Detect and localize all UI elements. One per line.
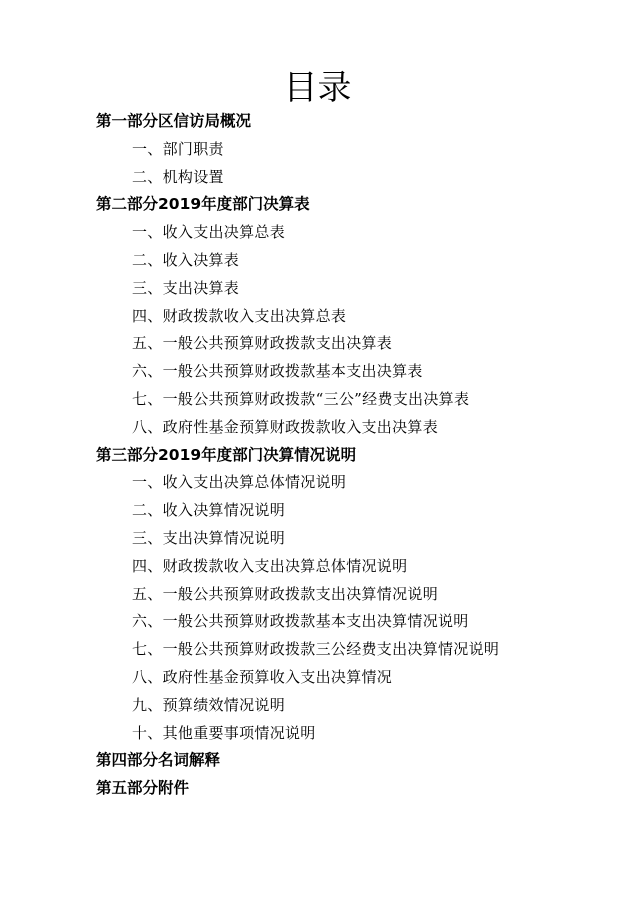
- toc-entry: [0, 636, 635, 664]
- toc-entry: [0, 358, 635, 386]
- toc-part-heading: 第一部分区信访局概况: [96, 112, 252, 130]
- toc-part-heading: 第四部分名词解释: [96, 751, 221, 770]
- toc-entry-label: 八、政府性基金预算财政拨款收入支出决算表: [132, 417, 439, 436]
- toc-entry: [0, 664, 635, 692]
- toc-entry: [0, 720, 635, 748]
- toc-entry-label: 三、支出决算表: [132, 278, 240, 297]
- toc-entry-label: 四、财政拨款收入支出决算总表: [132, 306, 347, 325]
- toc-entry-label: 十、其他重要事项情况说明: [132, 723, 316, 742]
- toc-entry: [0, 469, 635, 497]
- toc-entry: [0, 275, 635, 303]
- toc-part-4: [0, 747, 635, 775]
- toc-entry: [0, 414, 635, 442]
- toc-entry-label: 二、收入决算表: [132, 250, 240, 269]
- toc-entry: [0, 303, 635, 331]
- toc-entry: [0, 164, 635, 192]
- toc-entry-label: 六、一般公共预算财政拨款基本支出决算表: [132, 362, 423, 381]
- toc-part-3: [0, 442, 635, 470]
- toc-entry-label: 五、一般公共预算财政拨款支出决算情况说明: [132, 584, 439, 603]
- toc-part-heading: 第三部分2019年度部门决算情况说明: [96, 445, 357, 464]
- toc-entry-label: 八、政府性基金预算收入支出决算情况: [132, 667, 393, 686]
- toc-entry: [0, 219, 635, 247]
- toc-entry: [0, 581, 635, 609]
- toc-entry-label: 一、收入支出决算总表: [132, 223, 286, 242]
- toc-part-heading: 第二部分2019年度部门决算表: [96, 195, 310, 214]
- toc-entry-label: 九、预算绩效情况说明: [132, 695, 286, 714]
- toc-entry: [0, 608, 635, 636]
- toc-entry: [0, 497, 635, 525]
- toc-entry-label: 七、一般公共预算财政拨款“三公”经费支出决算表: [132, 389, 470, 408]
- toc-entry-label: 六、一般公共预算财政拨款基本支出决算情况说明: [132, 612, 469, 631]
- toc-part-2: [0, 191, 635, 219]
- toc-entry: [0, 692, 635, 720]
- toc-part-5: [0, 775, 635, 803]
- toc-entry: [0, 386, 635, 414]
- toc-entry-label: 三、支出决算情况说明: [132, 528, 286, 547]
- toc-entry: [0, 525, 635, 553]
- toc-entry-label: 一、部门职责: [132, 139, 224, 158]
- toc-entry-label: 五、一般公共预算财政拨款支出决算表: [132, 334, 393, 353]
- toc-part-1: [0, 108, 635, 136]
- toc-entry-label: 七、一般公共预算财政拨款三公经费支出决算情况说明: [132, 640, 500, 659]
- toc-part-heading: 第五部分附件: [96, 779, 190, 798]
- toc-entry: [0, 136, 635, 164]
- toc-entry: [0, 553, 635, 581]
- table-of-contents: [0, 108, 635, 803]
- page-title: 目录: [283, 68, 352, 108]
- toc-entry: [0, 247, 635, 275]
- toc-entry-label: 二、机构设置: [132, 167, 224, 186]
- toc-entry: [0, 330, 635, 358]
- toc-entry-label: 四、财政拨款收入支出决算总体情况说明: [132, 556, 408, 575]
- toc-entry-label: 二、收入决算情况说明: [132, 501, 286, 520]
- toc-entry-label: 一、收入支出决算总体情况说明: [132, 473, 347, 492]
